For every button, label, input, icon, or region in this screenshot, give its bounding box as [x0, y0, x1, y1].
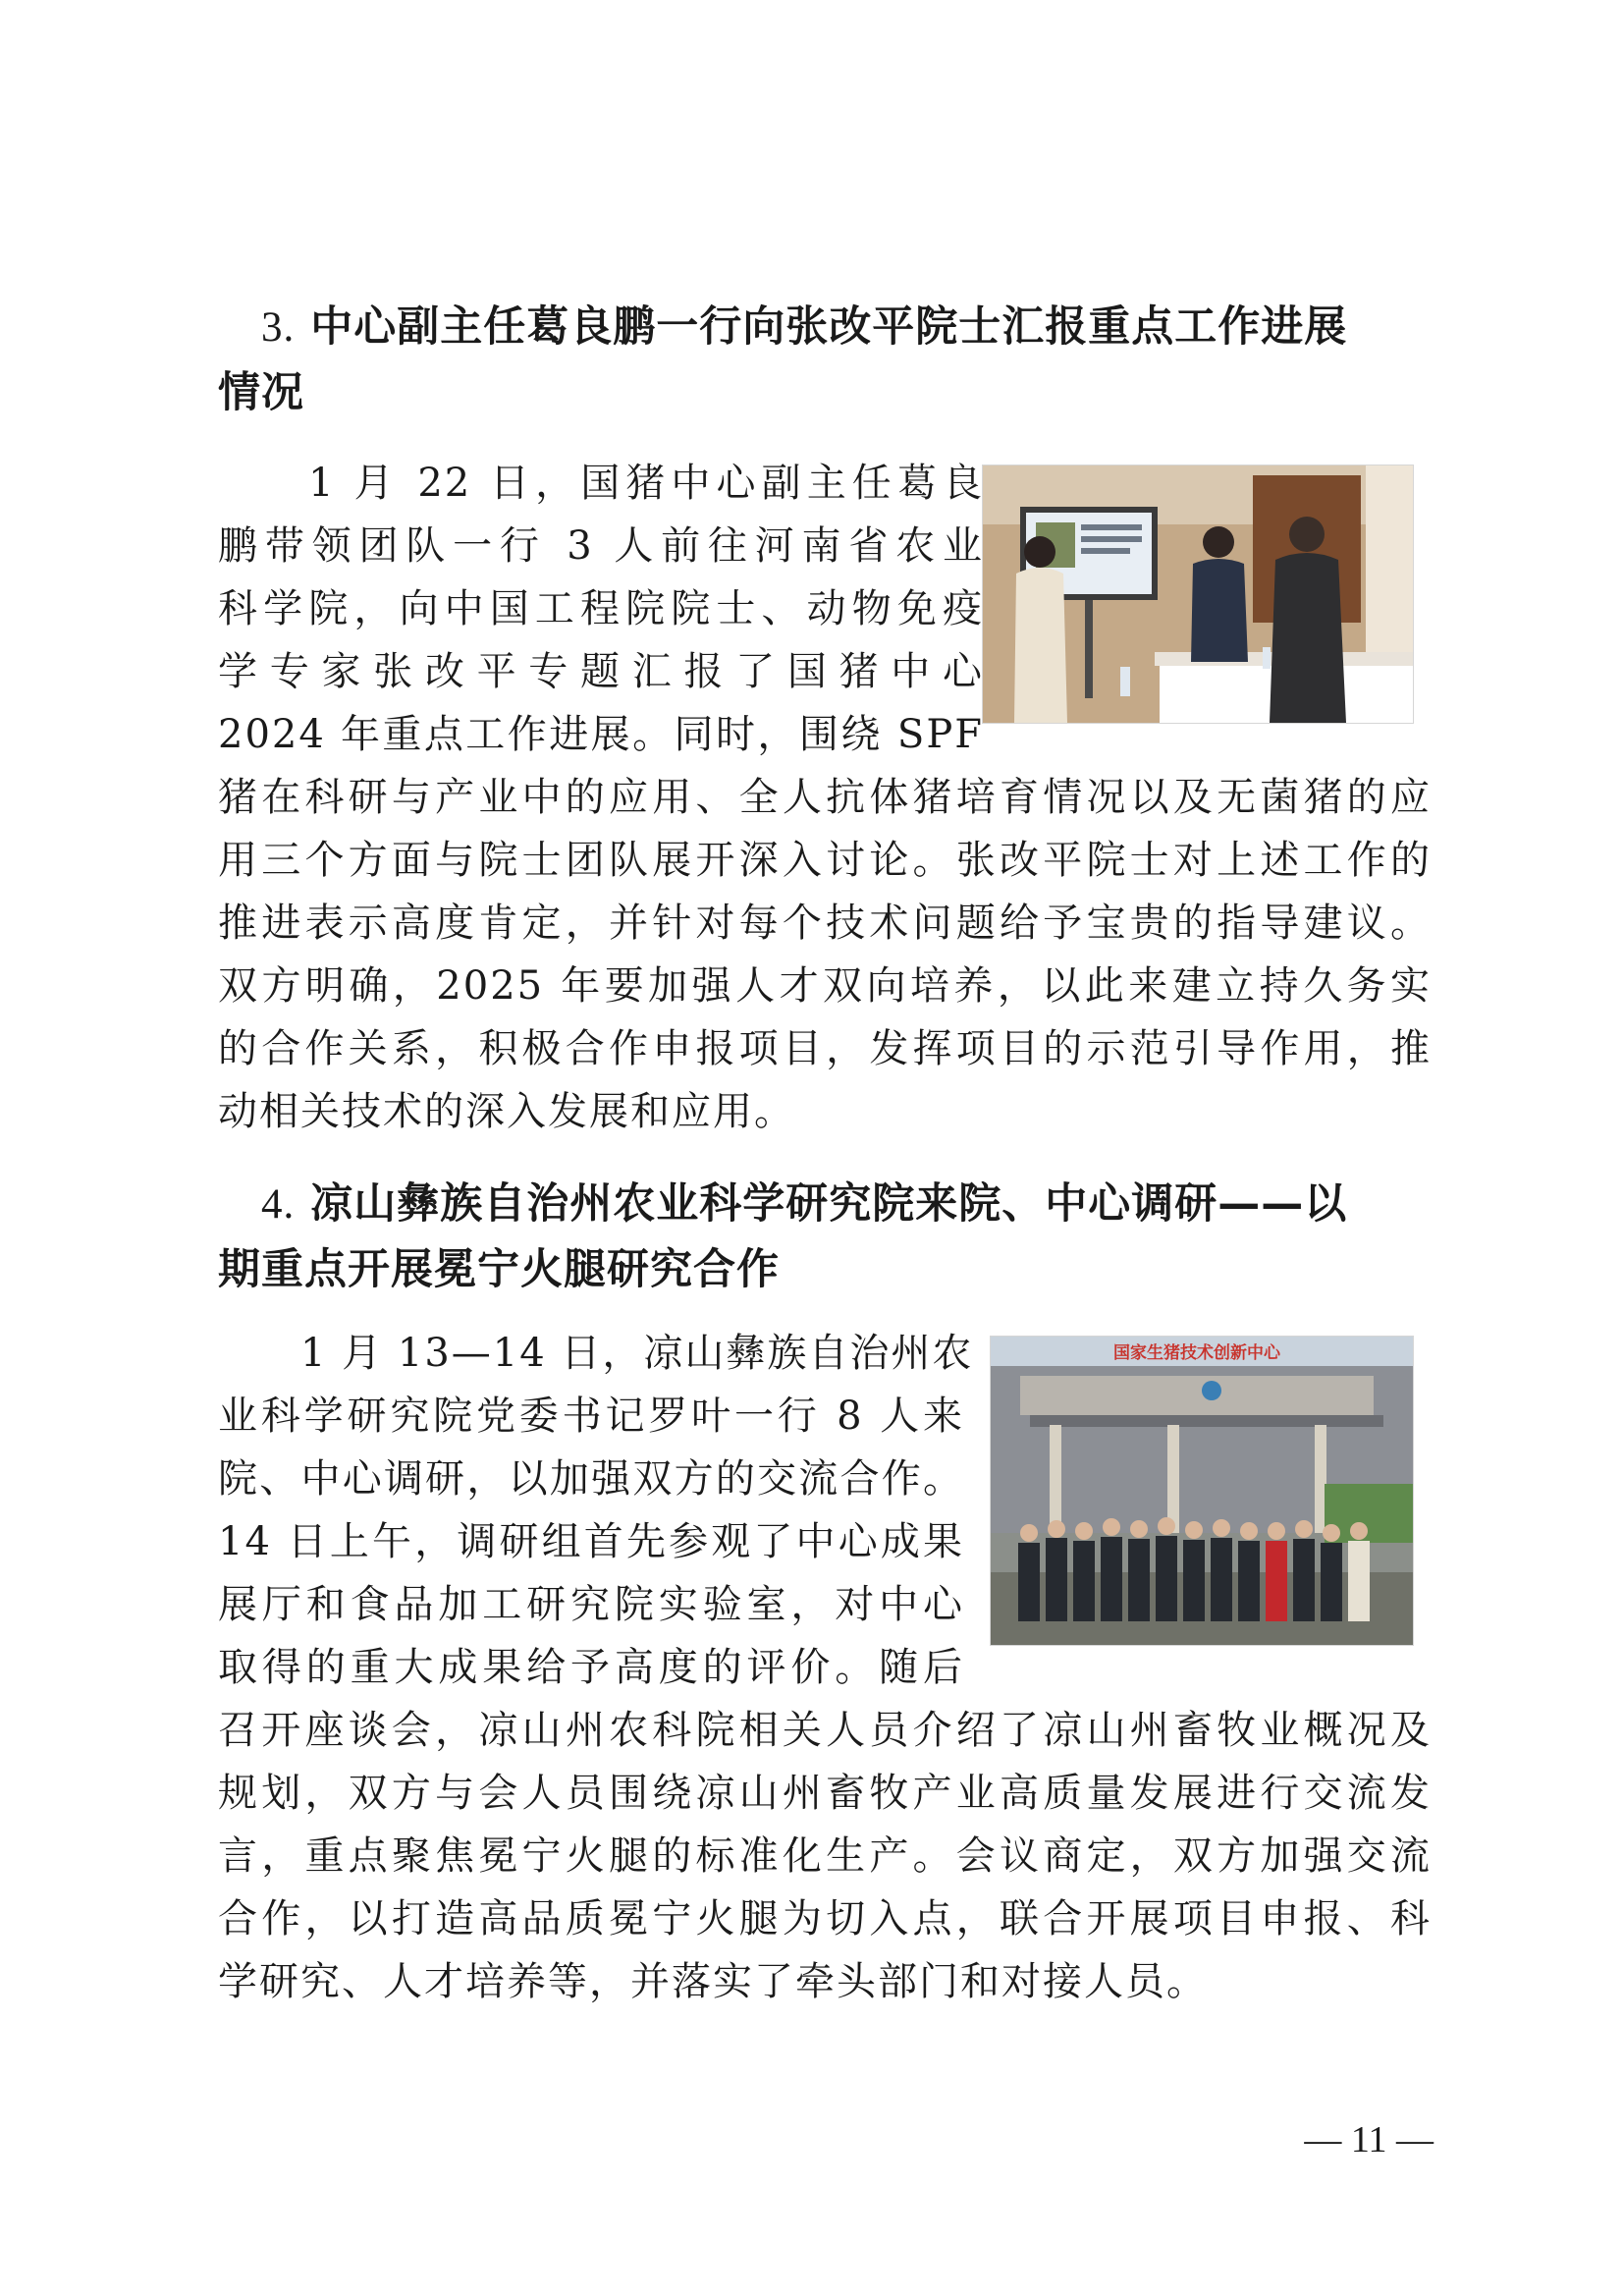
section-4-heading [218, 1172, 1432, 1302]
paragraph-line: 展厅和食品加工研究院实验室，对中心 [218, 1582, 964, 1627]
section-3-title-part-1: 中心副主任葛良鹏一行向张改平院士汇报重点工作进展 [310, 302, 1348, 352]
paragraph-line: 取得的重大成果给予高度的评价。随后 [218, 1645, 964, 1690]
section-3-heading [218, 295, 1432, 425]
section-3-number: 3. [261, 304, 296, 351]
paragraph-line: 推进表示高度肯定，并针对每个技术问题给予宝贵的指导建议。 [218, 901, 1432, 946]
paragraph-line: 学研究、人才培养等，并落实了牵头部门和对接人员。 [218, 1959, 1208, 2004]
paragraph-line: 猪在科研与产业中的应用、全人抗体猪培育情况以及无菌猪的应 [218, 775, 1432, 820]
paragraph-line: 学专家张改平专题汇报了国猪中心 [218, 649, 984, 694]
paragraph-line: 合作，以打造高品质冕宁火腿为切入点，联合开展项目申报、科 [218, 1896, 1432, 1941]
paragraph-line: 科学院，向中国工程院院士、动物免疫 [218, 586, 984, 631]
building-sign: 国家生猪技术创新中心 [1113, 1343, 1280, 1363]
paragraph-line: 用三个方面与院士团队展开深入讨论。张改平院士对上述工作的 [218, 838, 1432, 883]
section-4-heading-line-1 [218, 1172, 1432, 1237]
paragraph-line: 14 日上午，调研组首先参观了中心成果 [218, 1519, 964, 1564]
section-3-paragraph [218, 452, 1432, 1143]
section-4-number: 4. [261, 1181, 296, 1228]
paragraph-line: 鹏带领团队一行 3 人前往河南省农业 [218, 523, 984, 569]
paragraph-line: 2024 年重点工作进展。同时，围绕 SPF [218, 712, 984, 757]
paragraph-line: 业科学研究院党委书记罗叶一行 8 人来 [218, 1394, 964, 1439]
paragraph-line: 双方明确，2025 年要加强人才双向培养，以此来建立持久务实 [218, 963, 1432, 1009]
section-4-title-part-2: 期重点开展冕宁火腿研究合作 [218, 1245, 780, 1294]
paragraph-line: 规划，双方与会人员围绕凉山州畜牧产业高质量发展进行交流发 [218, 1771, 1432, 1816]
paragraph-line: 1 月 22 日，国猪中心副主任葛良 [218, 461, 984, 506]
paragraph-line: 动相关技术的深入发展和应用。 [218, 1089, 795, 1134]
paragraph-line: 言，重点聚焦冕宁火腿的标准化生产。会议商定，双方加强交流 [218, 1833, 1432, 1879]
section-4-title-part-1: 凉山彝族自治州农业科学研究院来院、中心调研——以 [310, 1179, 1348, 1229]
section-3-heading-line-1 [218, 295, 1432, 360]
paragraph-line: 召开座谈会，凉山州农科院相关人员介绍了凉山州畜牧业概况及 [218, 1708, 1432, 1753]
section-3-title-part-2: 情况 [218, 368, 304, 417]
page-number: — 11 — [1304, 2119, 1434, 2160]
paragraph-line: 院、中心调研，以加强双方的交流合作。 [218, 1456, 964, 1502]
paragraph-line: 1 月 13—14 日，凉山彝族自治州农 [218, 1331, 974, 1376]
paragraph-line: 的合作关系，积极合作申报项目，发挥项目的示范引导作用，推 [218, 1026, 1432, 1071]
section-4-paragraph [218, 1322, 1432, 2013]
